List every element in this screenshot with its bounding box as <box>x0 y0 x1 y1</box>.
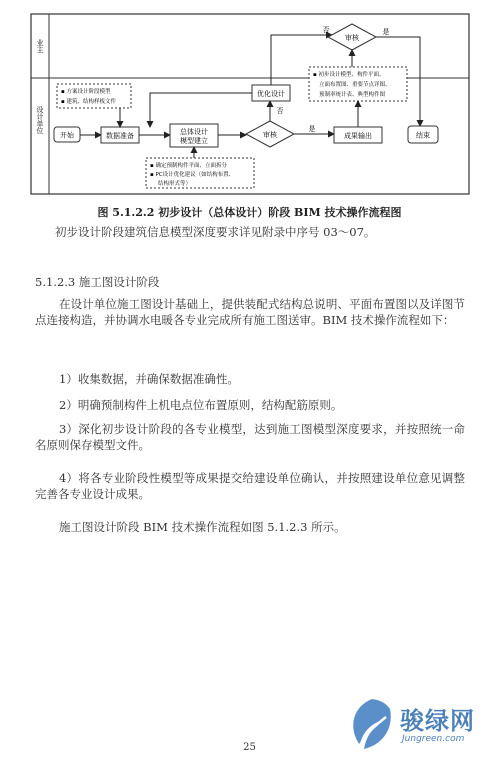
model-note-line3: 结构形式等） <box>158 181 192 187</box>
model-label-1: 总体设计 <box>180 128 208 136</box>
depth-requirement-line: 初步设计阶段建筑信息模型深度要求详见附录中序号 03～07。 <box>55 225 376 239</box>
end-label: 结束 <box>416 131 430 140</box>
edge-no-upper: 否 <box>322 26 330 34</box>
output-label: 成果输出 <box>344 132 372 140</box>
flowchart-figure <box>0 0 499 205</box>
review-upper-label: 审核 <box>345 34 359 42</box>
model-label-2: 模型建立 <box>180 137 208 145</box>
figure-caption: 图 5.1.2.2 初步设计（总体设计）阶段 BIM 技术操作流程图 <box>97 206 402 219</box>
section-heading: 5.1.2.3 施工图设计阶段 <box>35 275 160 289</box>
list-item-4: 4）将各专业阶段性模型等成果提交给建设单位确认，并按照建设单位意见调整完善各专业设计成果。 <box>35 471 465 501</box>
page-number: 25 <box>243 742 256 753</box>
edge-no-lower: 否 <box>276 107 284 115</box>
model-note-line1: ▪ 确定预制构件平面、立面拆分 <box>150 163 227 169</box>
lane-owner: 业主 <box>36 39 44 53</box>
list-item-1: 1）收集数据，并确保数据准确性。 <box>59 372 239 386</box>
list-item-3: 3）深化初步设计阶段的各专业模型，达到施工图模型深度要求，并按照统一命名原则保存模型文件。 <box>35 422 465 452</box>
deliverables-line3: 预制率统计表、典型构件图 <box>319 92 386 98</box>
model-note-line2: ▪ PC设计优化建议（如结构布置、 <box>150 172 235 178</box>
deliverables-line2: 立面布置图、重要节点详图、 <box>319 82 391 88</box>
start-label: 开始 <box>60 131 74 140</box>
watermark-cn: 骏绿网 <box>400 707 475 735</box>
deliverables-line1: ▪ 初步设计模型、构件平面、 <box>313 72 385 78</box>
closing-line: 施工图设计阶段 BIM 技术操作流程如图 5.1.2.3 所示。 <box>59 520 346 534</box>
lane-designer: 设计单位 <box>36 106 44 134</box>
data-prep-label: 数据准备 <box>106 132 134 140</box>
inputs-note-line2: ▪ 建筑、结构样板文件 <box>61 99 116 105</box>
intro-paragraph: 在设计单位施工图设计基础上，提供装配式结构总说明、平面布置图以及详图节点连接构造，并协调水电暖各专业完成所有施工图送审。BIM 技术操作流程如下： <box>35 297 465 327</box>
inputs-note-line1: ▪ 方案设计阶段模型 <box>61 89 111 95</box>
optimize-label: 优化设计 <box>257 90 285 98</box>
edge-yes-upper: 是 <box>382 28 390 36</box>
list-item-2: 2）明确预制构件上机电点位布置原则，结构配筋原则。 <box>59 398 343 412</box>
review-lower-label: 审核 <box>263 131 277 139</box>
watermark-url: Jungreen.com <box>402 734 465 744</box>
edge-yes-lower: 是 <box>308 125 316 133</box>
